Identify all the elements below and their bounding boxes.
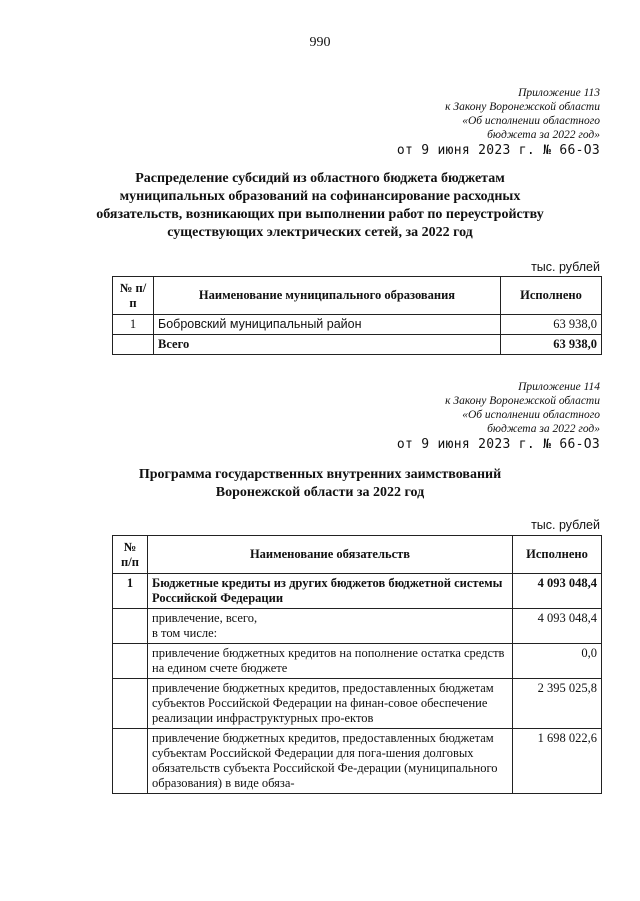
row-num: 1 bbox=[113, 574, 148, 609]
col-header-value: Исполнено bbox=[501, 277, 602, 315]
appendix-line: Приложение 113 bbox=[518, 87, 600, 99]
page-number: 990 bbox=[309, 35, 331, 50]
units-label: тыс. рублей bbox=[531, 518, 600, 532]
title-line: Программа государственных внутренних заимствований bbox=[138, 467, 502, 482]
col-header-value: Исполнено bbox=[513, 536, 602, 574]
total-label: Всего bbox=[154, 335, 501, 355]
row-num bbox=[113, 644, 148, 679]
row-value: 1 698 022,6 bbox=[513, 729, 602, 794]
row-name: привлечение, всего, в том числе: bbox=[148, 609, 513, 644]
section1-title bbox=[40, 170, 600, 242]
appendix-line: бюджета за 2022 год» bbox=[487, 423, 600, 435]
col-header-num: № п/п bbox=[113, 536, 148, 574]
title-line: обязательств, возникающих при выполнении работ по переустройству bbox=[96, 207, 544, 222]
appendix-line: к Закону Воронежской области bbox=[445, 101, 600, 113]
row-name: привлечение бюджетных кредитов, предоставленных бюджетам субъектов Российской Федерации на финан-совое обеспечение реализации инфраструктурных про-ектов bbox=[148, 679, 513, 729]
row-name: привлечение бюджетных кредитов на пополнение остатка средств на едином счете бюджете bbox=[148, 644, 513, 679]
appendix-date: от 9 июня 2023 г. № 66-ОЗ bbox=[396, 437, 600, 452]
row-value: 0,0 bbox=[513, 644, 602, 679]
table-row bbox=[113, 644, 602, 679]
row-value: 2 395 025,8 bbox=[513, 679, 602, 729]
section2-title bbox=[40, 466, 600, 502]
units-label: тыс. рублей bbox=[531, 260, 600, 274]
row-value: 4 093 048,4 bbox=[513, 609, 602, 644]
col-header-num: № п/п bbox=[113, 277, 154, 315]
row-value: 63 938,0 bbox=[501, 315, 602, 335]
row-name: Бюджетные кредиты из других бюджетов бюджетной системы Российской Федерации bbox=[148, 574, 513, 609]
row-num bbox=[113, 609, 148, 644]
row-num bbox=[113, 679, 148, 729]
appendix-line: «Об исполнении областного bbox=[462, 115, 600, 127]
total-row bbox=[113, 335, 602, 355]
row-num bbox=[113, 729, 148, 794]
title-line: Воронежской области за 2022 год bbox=[215, 485, 425, 500]
appendix-date: от 9 июня 2023 г. № 66-ОЗ bbox=[396, 143, 600, 158]
row-value: 4 093 048,4 bbox=[513, 574, 602, 609]
col-header-name: Наименование обязательств bbox=[148, 536, 513, 574]
appendix-line: бюджета за 2022 год» bbox=[487, 129, 600, 141]
total-value: 63 938,0 bbox=[501, 335, 602, 355]
table-row bbox=[113, 574, 602, 609]
title-line: существующих электрических сетей, за 2022 год bbox=[167, 225, 473, 240]
row-name: привлечение бюджетных кредитов, предоставленных бюджетам субъектам Российской Федерации для пога-шения долговых обязательств субъекта Российской Фе-дерации (муниципального образования) в виде обяза- bbox=[148, 729, 513, 794]
appendix-line: Приложение 114 bbox=[518, 381, 600, 393]
table-row bbox=[113, 315, 602, 335]
table-row bbox=[113, 609, 602, 644]
table-row bbox=[113, 729, 602, 794]
total-num-cell bbox=[113, 335, 154, 355]
row-name: Бобровский муниципальный район bbox=[154, 315, 501, 335]
borrowing-table bbox=[112, 535, 602, 794]
subsidy-table bbox=[112, 276, 602, 355]
col-header-name: Наименование муниципального образования bbox=[154, 277, 501, 315]
appendix-114-header bbox=[397, 380, 600, 454]
title-line: муниципальных образований на софинансирование расходных bbox=[119, 189, 521, 204]
table-row bbox=[113, 679, 602, 729]
appendix-line: «Об исполнении областного bbox=[462, 409, 600, 421]
title-line: Распределение субсидий из областного бюджета бюджетам bbox=[135, 171, 505, 186]
appendix-line: к Закону Воронежской области bbox=[445, 395, 600, 407]
appendix-113-header bbox=[397, 86, 600, 160]
row-num: 1 bbox=[113, 315, 154, 335]
